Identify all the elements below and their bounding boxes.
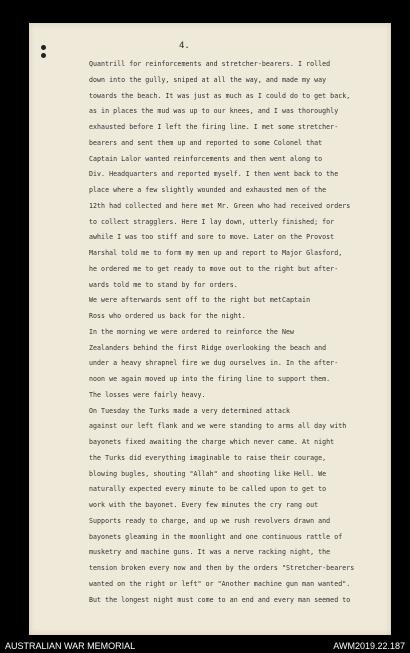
text-line: Div. Headquarters and reported myself. I then went back to the: [89, 170, 339, 179]
text-line: Ross who ordered us back for the night.: [89, 312, 246, 320]
text-line: blowing bugles, shouting "Allah" and shooting like Hell. We: [89, 469, 327, 478]
text-line: exhausted before I left the firing line. I met some stretcher-: [89, 123, 339, 131]
text-line: down into the gully, sniped at all the way, and made my way: [89, 75, 327, 84]
text-line: to collect stragglers. Here I lay down, utterly finished; for: [89, 217, 335, 226]
text-line: naturally expected every minute to be called upon to get to: [89, 485, 327, 494]
text-line: But the longest night must come to an end and every man seemed to: [89, 595, 351, 604]
text-line: bearers and sent them up and reported to some Colonel that: [89, 138, 323, 147]
text-line: Zealanders behind the first Ridge overlooking the beach and: [89, 343, 327, 352]
archive-footer: [0, 638, 410, 653]
text-line: he ordered me to get ready to move out to the right but after-: [89, 264, 339, 273]
text-line: against our left flank and we were standing to arms all day with: [89, 422, 347, 431]
text-line: wards told me to stand by for orders.: [89, 280, 238, 289]
text-line: noon we again moved up into the firing line to support them.: [89, 375, 331, 383]
binder-hole: [41, 53, 46, 58]
archive-name: AUSTRALIAN WAR MEMORIAL: [5, 641, 136, 651]
text-line: musketry and machine guns. It was a nerve racking night, the: [89, 548, 331, 557]
text-line: wanted on the right or left" or "Another machine gun man wanted".: [89, 579, 351, 588]
text-line: towards the beach. It was just as much as I could do to get back,: [89, 91, 351, 100]
text-line: work with the bayonet. Every few minutes the cry rang out: [89, 501, 319, 509]
text-line: Quantrill for reinforcements and stretcher-bearers. I rolled: [89, 60, 331, 68]
text-line: the Turks did everything imaginable to raise their courage,: [89, 453, 327, 462]
text-line: We were afterwards sent off to the right but metCaptain: [89, 296, 311, 305]
typed-document-page: [29, 23, 391, 635]
text-line: under a heavy shrapnel fire we dug ourselves in. In the after-: [89, 359, 339, 368]
binder-hole: [41, 45, 46, 50]
text-line: The losses were fairly heavy.: [89, 390, 206, 399]
text-line: Captain Lalor wanted reinforcements and then went along to: [89, 154, 323, 163]
page-number: 4.: [179, 41, 190, 51]
text-line: bayonets gleaming in the moonlight and one continuous rattle of: [89, 532, 343, 541]
text-line: 12th had collected and here met Mr. Green who had received orders: [89, 201, 351, 210]
text-line: On Tuesday the Turks made a very determined attack: [89, 406, 290, 415]
text-line: Marshal told me to form my men up and report to Major Glasford,: [89, 249, 343, 257]
text-line: Supports ready to charge, and up we rush revolvers drawn and: [89, 516, 331, 525]
text-line: as in places the mud was up to our knees, and I was thoroughly: [89, 107, 339, 116]
text-line: awhile I was too stiff and sore to move. Later on the Provost: [89, 233, 335, 242]
text-line: bayonets fixed awaiting the charge which never came. At night: [89, 438, 335, 446]
archive-reference: AWM2019.22.187: [333, 641, 405, 651]
text-line: place where a few slightly wounded and exhausted men of the: [89, 186, 327, 194]
text-line: In the morning we were ordered to reinforce the New: [89, 327, 295, 336]
text-line: tension broken every now and then by the orders "Stretcher-bearers: [89, 564, 355, 572]
